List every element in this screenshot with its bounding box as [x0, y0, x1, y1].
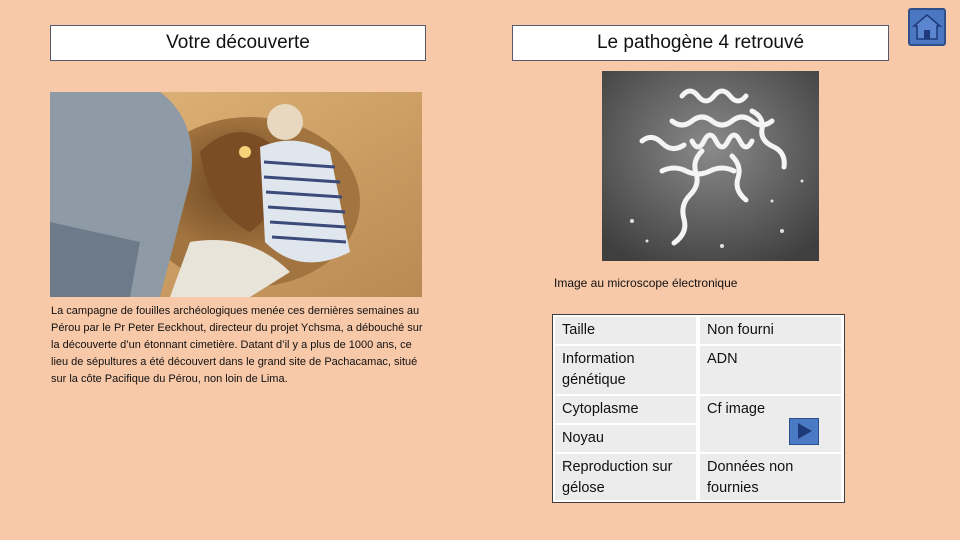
home-button[interactable]	[908, 8, 946, 46]
right-title: Le pathogène 4 retrouvé	[596, 32, 805, 53]
excavation-photo	[50, 92, 422, 297]
table-row-label: Taille	[555, 317, 696, 344]
table-row-label: Noyau	[555, 425, 696, 452]
table-row-value: ADN	[700, 346, 841, 394]
table-row-label: Reproduction sur gélose	[555, 454, 696, 500]
home-icon	[910, 10, 944, 44]
table-row-value: Cf image	[700, 396, 841, 452]
next-arrow-button[interactable]	[789, 418, 819, 445]
microscope-image	[602, 71, 819, 261]
right-title-box	[512, 25, 889, 61]
pathogen-info-table	[552, 314, 845, 503]
table-row-value: Non fourni	[700, 317, 841, 344]
table-row-label: Information génétique	[555, 346, 696, 394]
left-title-box	[50, 25, 426, 61]
image-caption: Image au microscope électronique	[554, 276, 738, 290]
table-row-value: Données non fournies	[700, 454, 841, 500]
table-row-label: Cytoplasme	[555, 396, 696, 423]
left-title: Votre découverte	[166, 32, 310, 53]
discovery-description: La campagne de fouilles archéologiques menée ces dernières semaines au Pérou par le Pr Peter Eeckhout, directeur du projet Ychsma, a débouché sur la découverte d’un étonnant cimetière. Datant d’il y a plus de 1000 ans, ce lieu de sépultures a été découvert dans le grand site de Pachacamac, situé sur la côte Pacifique du Pérou, non loin de Lima.	[51, 305, 423, 385]
